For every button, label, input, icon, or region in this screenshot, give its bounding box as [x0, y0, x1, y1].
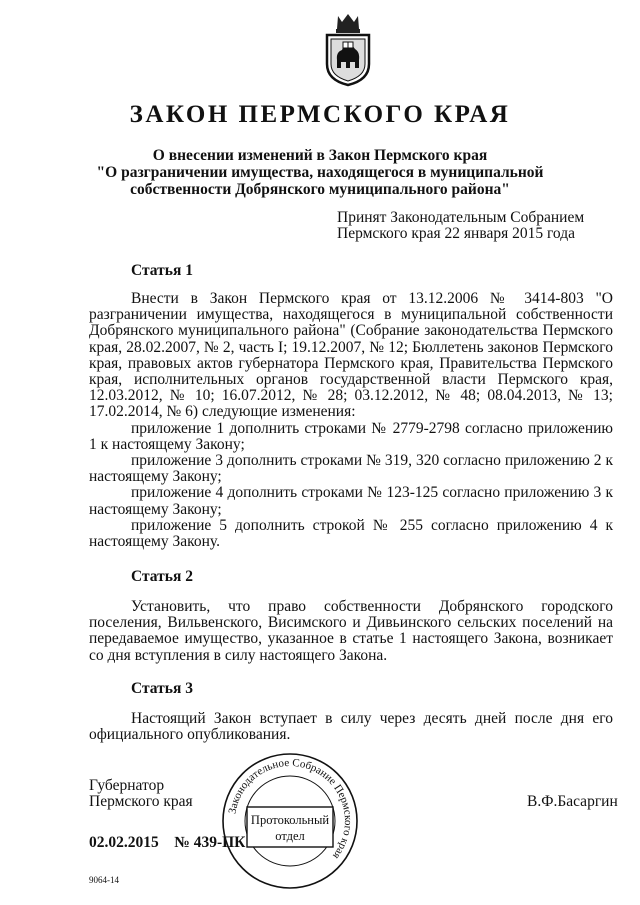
article-2-body	[89, 599, 613, 664]
stamp-box-line2: отдел	[275, 829, 305, 843]
article-paragraph: приложение 3 дополнить строками № 319, 320 согласно приложению 2 к настоящему Закону;	[89, 452, 613, 486]
subtitle-line: "О разграничении имущества, находящегося в муниципальной	[96, 164, 544, 181]
article-paragraph: Настоящий Закон вступает в силу через десять дней после дня его официального опубликования.	[89, 710, 613, 744]
article-paragraph: Установить, что право собственности Добрянского городского поселения, Вильвенского, Висимского и Дивьинского сельских поселений на передаваемое имущество, указанное в статье 1 настоящего Закона, возникает со дня вступления в силу настоящего Закона.	[89, 598, 613, 664]
registry-stamp	[221, 752, 359, 890]
signer-name: В.Ф.Басаргин	[527, 793, 618, 810]
article-paragraph: приложение 5 дополнить строкой № 255 согласно приложению 4 к настоящему Закону.	[89, 516, 613, 551]
law-date: 02.02.2015	[89, 834, 159, 851]
article-paragraph: приложение 1 дополнить строками № 2779-2798 согласно приложению 1 к настоящему Закону;	[89, 419, 613, 453]
stamp-ring-text: Законодательное Собрание Пермского края	[226, 756, 355, 862]
law-subtitle	[60, 147, 580, 198]
adoption-line: Пермского края 22 января 2015 года	[337, 225, 575, 242]
article-1-body	[89, 291, 613, 550]
subtitle-line: собственности Добрянского муниципального района"	[130, 181, 510, 198]
article-3-body	[89, 711, 613, 743]
law-title: ЗАКОН ПЕРМСКОГО КРАЯ	[129, 101, 511, 128]
adoption-note	[337, 210, 584, 242]
governor-line: Губернатор	[89, 777, 165, 794]
article-1-heading: Статья 1	[131, 262, 193, 279]
article-paragraph: Внести в Закон Пермского края от 13.12.2006 № 3414-803 "О разграничении имущества, находящегося в муниципальной собственности Добрянского муниципального района" (Собрание законодательства Пермского края, 28.02.2007, № 2, часть I; 19.12.2007, № 12; Бюллетень законов Пермского края, правовых актов губернатора Пермского края, Правительства Пермского края, исполнительных органов государственной власти Пермского края, 12.03.2012, № 10; 16.07.2012, № 28; 03.12.2012, № 48; 08.04.2013, № 13; 17.02.2014, № 6) следующие изменения:	[89, 290, 613, 421]
governor-title	[89, 778, 193, 810]
article-2-heading: Статья 2	[131, 568, 193, 585]
law-number: № 439-ПК	[174, 834, 246, 851]
subtitle-line: О внесении изменений в Закон Пермского края	[152, 147, 488, 164]
governor-line: Пермского края	[89, 793, 193, 810]
article-paragraph: приложение 4 дополнить строками № 123-125 согласно приложению 3 к настоящему Закону;	[89, 484, 613, 518]
document-code: 9064-14	[89, 875, 119, 885]
stamp-box-line1: Протокольный	[250, 813, 330, 827]
coat-of-arms-icon	[322, 12, 374, 87]
article-3-heading: Статья 3	[131, 680, 193, 697]
adoption-line: Принят Законодательным Собранием	[337, 209, 585, 226]
